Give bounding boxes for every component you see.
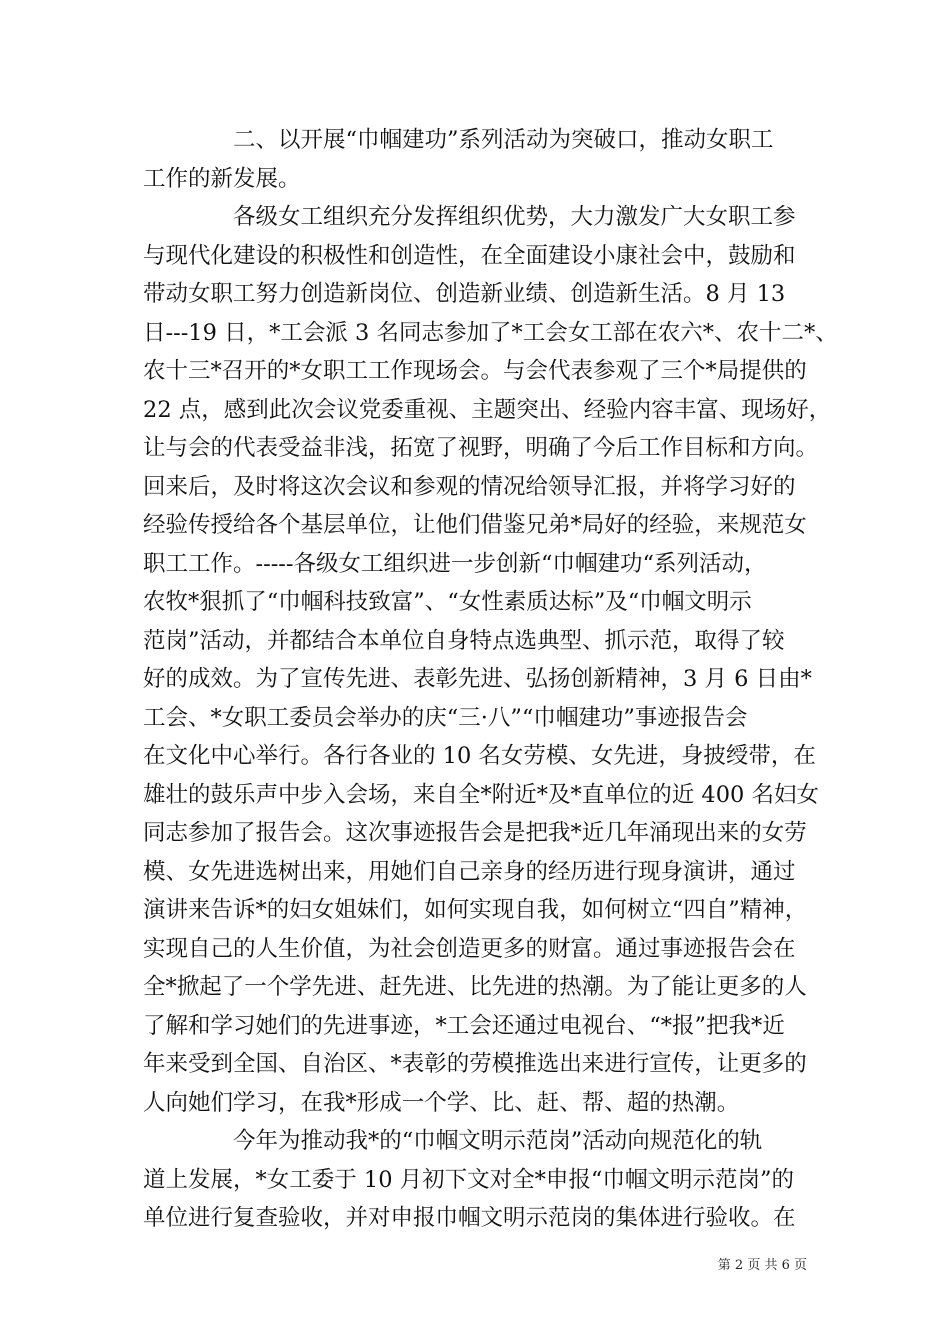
text-line: 回来后，及时将这次会议和参观的情况给领导汇报，并将学习好的 bbox=[143, 473, 796, 500]
text-line: 日---19 日，*工会派 3 名同志参加了*工会女工部在农六*、农十二*、 bbox=[143, 319, 838, 346]
text-line: 22 点，感到此次会议党委重视、主题突出、经验内容丰富、现场好， bbox=[143, 396, 832, 423]
text-line: 好的成效。为了宣传先进、表彰先进、弘扬创新精神，3 月 6 日由* bbox=[143, 666, 812, 692]
text-line: 单位进行复查验收，并对申报巾帼文明示范岗的集体进行验收。在 bbox=[143, 1205, 796, 1231]
text-line: 二、以开展“巾帼建功”系列活动为突破口，推动女职工 bbox=[143, 127, 774, 153]
text-line: 今年为推动我*的“巾帼文明示范岗”活动向规范化的轨 bbox=[143, 1128, 763, 1154]
text-line: 实现自己的人生价值，为社会创造更多的财富。通过事迹报告会在 bbox=[143, 935, 796, 962]
text-line: 带动女职工努力创造新岗位、创造新业绩、创造新生活。8 月 13 bbox=[143, 281, 786, 307]
text-line: 与现代化建设的积极性和创造性，在全面建设小康社会中，鼓励和 bbox=[143, 242, 796, 269]
text-line: 模、女先进选树出来，用她们自己亲身的经历进行现身演讲，通过 bbox=[143, 858, 796, 885]
text-line: 职工工作。-----各级女工组织进一步创新“巾帼建功“系列活动， bbox=[143, 550, 767, 577]
text-line: 人向她们学习，在我*形成一个学、比、赶、帮、超的热潮。 bbox=[143, 1089, 740, 1116]
text-line: 年来受到全国、自治区、*表彰的劳模推选出来进行宣传，让更多的 bbox=[143, 1051, 807, 1077]
text-line: 工会、*女职工委员会举办的庆“三·八”“巾帼建功”事迹报告会 bbox=[143, 704, 748, 731]
document-body bbox=[143, 121, 838, 1238]
text-line: 道上发展，*女工委于 10 月初下文对全*申报“巾帼文明示范岗”的 bbox=[143, 1166, 794, 1193]
page-number-footer: 第 2 页 共 6 页 bbox=[717, 1258, 807, 1273]
text-line: 经验传授给各个基层单位，让他们借鉴兄弟*局好的经验，来规范女 bbox=[143, 512, 807, 538]
text-line: 雄壮的鼓乐声中步入会场，来自全*附近*及*直单位的近 400 名妇女 bbox=[143, 781, 820, 808]
text-line: 全*掀起了一个学先进、赶先进、比先进的热潮。为了能让更多的人 bbox=[143, 974, 807, 1000]
text-line: 工作的新发展。 bbox=[143, 165, 301, 192]
text-line: 在文化中心举行。各行各业的 10 名女劳模、女先进，身披绶带，在 bbox=[143, 743, 816, 769]
text-line: 各级女工组织充分发挥组织优势，大力激发广大女职工参 bbox=[143, 204, 796, 230]
text-line: 农十三*召开的*女职工工作现场会。与会代表参观了三个*局提供的 bbox=[143, 358, 807, 384]
text-line: 演讲来告诉*的妇女姐妹们，如何实现自我，如何树立“四自”精神， bbox=[143, 897, 808, 923]
text-line: 农牧*狠抓了“巾帼科技致富”、“女性素质达标”及“巾帼文明示 bbox=[143, 589, 752, 615]
text-line: 范岗”活动，并都结合本单位自身特点选典型、抓示范，取得了较 bbox=[143, 627, 785, 654]
text-line: 了解和学习她们的先进事迹，*工会还通过电视台、“*报”把我*近 bbox=[143, 1012, 785, 1039]
text-line: 同志参加了报告会。这次事迹报告会是把我*近几年涌现出来的女劳 bbox=[143, 820, 807, 846]
text-line: 让与会的代表受益非浅，拓宽了视野，明确了今后工作目标和方向。 bbox=[143, 435, 819, 461]
